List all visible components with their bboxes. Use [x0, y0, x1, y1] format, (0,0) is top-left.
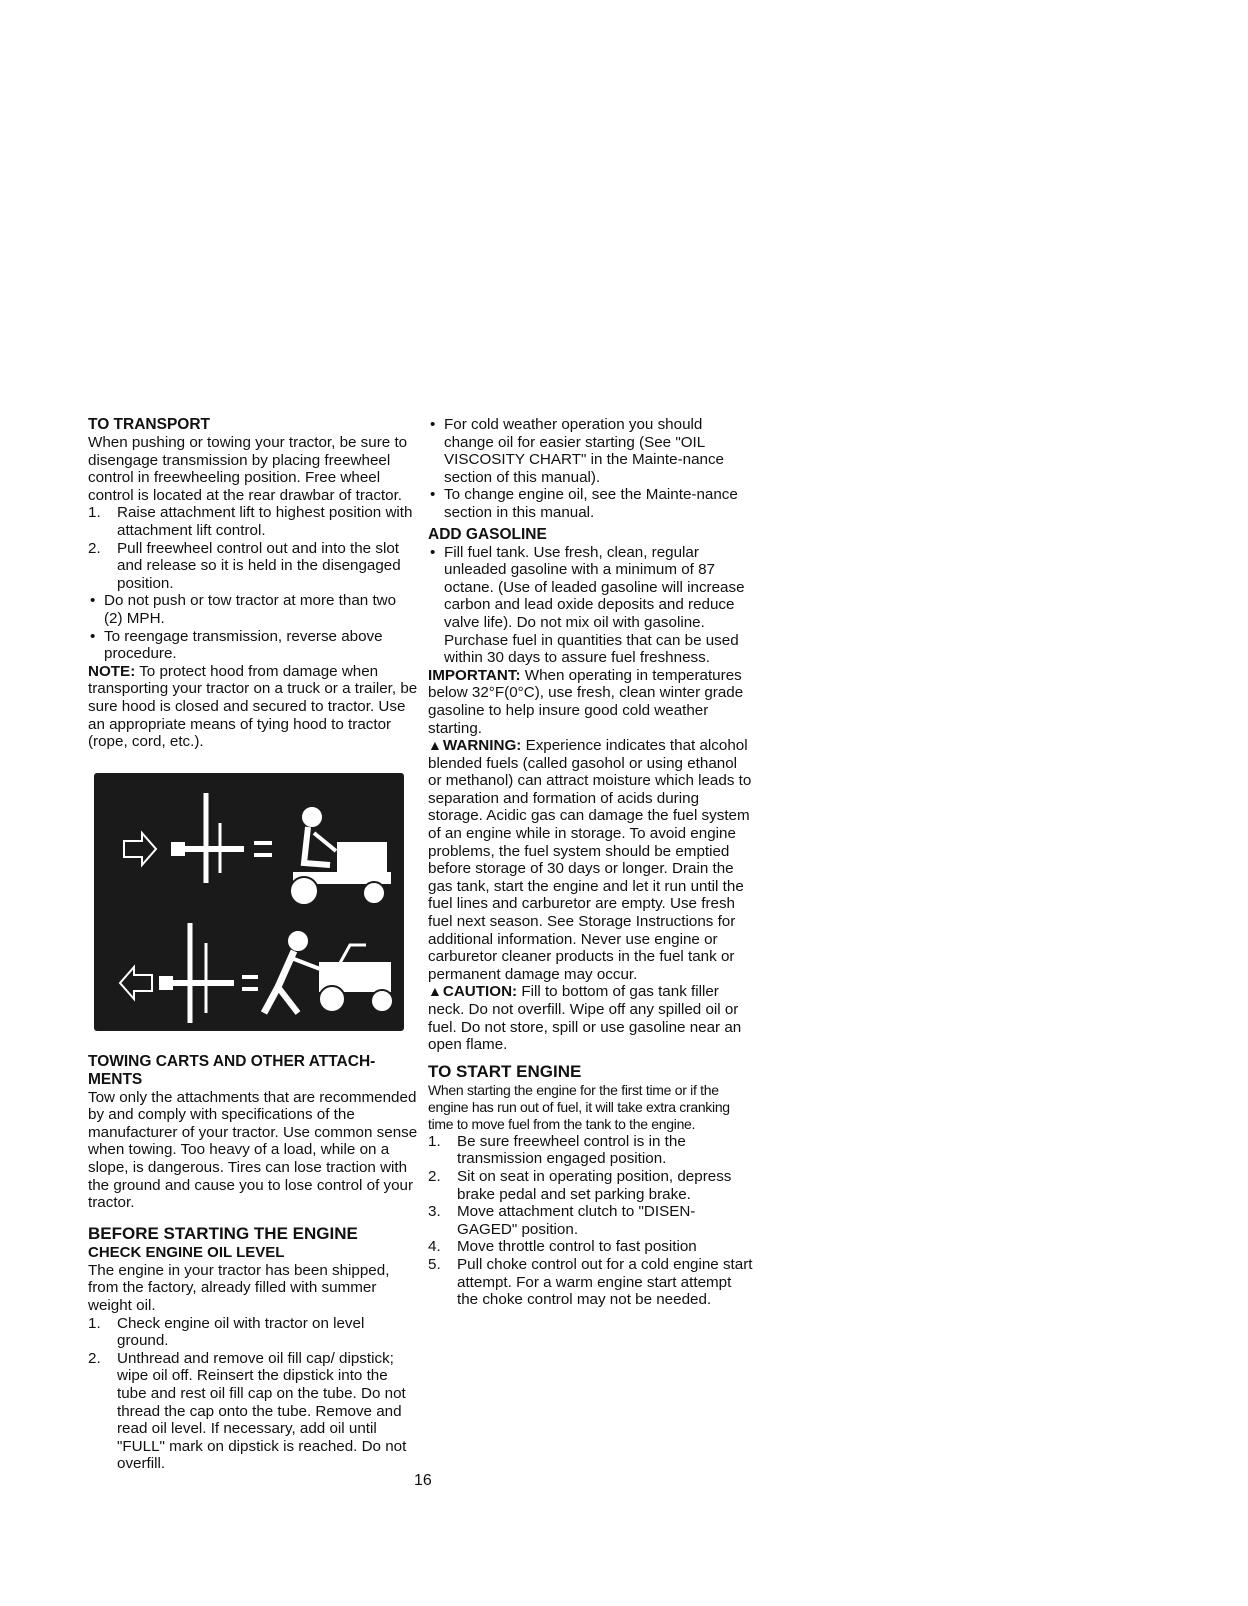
list-item: 1. Check engine oil with tractor on level ground. [88, 1314, 365, 1350]
transport-intro: When pushing or towing your tractor, be sure to disengage transmission by placing freewheel control in freewheeling position. Free wheel control is located at the rear drawbar of tractor. [88, 434, 408, 504]
left-column [88, 416, 418, 1473]
freewheel-illustration [94, 773, 404, 1031]
transport-steps [88, 504, 418, 592]
transport-heading: TO TRANSPORT [88, 416, 210, 433]
gasoline-bullets [428, 544, 754, 667]
important-note: IMPORTANT: When operating in temperatures below 32°F(0°C), use fresh, clean winter grade gasoline to help insure good cold weather starting. [428, 666, 744, 737]
list-item: • To reengage transmission, reverse above procedure. [90, 627, 383, 663]
list-item: 2. Pull freewheel control out and into the slot and release so it is held in the disengaged position. [88, 539, 401, 592]
list-item: 2. Unthread and remove oil fill cap/ dipstick; wipe oil off. Reinsert the dipstick into the tube and rest oil fill cap on the tube. Do not thread the cap onto the tube. Remove and read oil level. If necessary, add oil until "FULL" mark on dipstick is reached. Do not overfill. [88, 1349, 407, 1473]
towing-heading: TOWING CARTS AND OTHER ATTACH-MENTS [88, 1052, 376, 1088]
list-item: 2. Sit on seat in operating position, depress brake pedal and set parking brake. [428, 1167, 732, 1203]
start-engine-heading: TO START ENGINE [428, 1061, 582, 1081]
transport-bullets [88, 592, 418, 662]
caution-note: ▲CAUTION: Fill to bottom of gas tank filler neck. Do not overfill. Wipe off any spilled oil or fuel. Do not store, spill or use gasoline near an open flame. [428, 983, 742, 1054]
freewheel-engaged-ride-icon [124, 793, 390, 905]
list-item: • To change engine oil, see the Mainte-nance section in this manual. [430, 486, 738, 521]
before-starting-heading: BEFORE STARTING THE ENGINE [88, 1223, 358, 1243]
warning-note: ▲WARNING: Experience indicates that alcohol blended fuels (called gasohol or using ethanol or methanol) can attract moisture which leads to separation and formation of acids during storage. Acidic gas can damage the fuel system of an engine while in storage. To avoid engine problems, the fuel system should be emptied before storage of 30 days or longer. Drain the gas tank, start the engine and let it run until the fuel lines and carburetor are empty. Use fresh fuel next season. See Storage Instructions for additional information. Never use engine or carburetor cleaner products in the fuel tank or permanent damage may occur. [428, 737, 752, 983]
list-item: • For cold weather operation you should change oil for easier starting (See "OIL VISCOSITY CHART" in the Mainte-nance section of this manual). [430, 416, 725, 486]
start-steps [428, 1133, 754, 1309]
list-item: 1. Raise attachment lift to highest position with attachment lift control. [88, 504, 413, 539]
start-intro: When starting the engine for the first time or if the engine has run out of fuel, it will take extra cranking time to move fuel from the tank to the engine. [428, 1081, 730, 1132]
oil-intro: The engine in your tractor has been shipped, from the factory, already filled with summer weight oil. [88, 1261, 390, 1315]
list-item: 3. Move attachment clutch to "DISEN-GAGED" position. [428, 1203, 696, 1238]
check-oil-heading: CHECK ENGINE OIL LEVEL [88, 1243, 285, 1261]
oil-steps [88, 1315, 418, 1473]
transport-note: NOTE: To protect hood from damage when transporting your tractor on a truck or a trailer, be sure hood is closed and secured to tractor. Use an appropriate means of tying hood to tractor (rope, cord, etc.). [88, 662, 418, 751]
warning-triangle-icon: ▲ [428, 737, 442, 754]
oil-bullets [428, 416, 754, 522]
list-item: 4. Move throttle control to fast position [428, 1238, 697, 1256]
list-item: 1. Be sure freewheel control is in the transmission engaged position. [428, 1132, 686, 1168]
list-item: • Do not push or tow tractor at more than two (2) MPH. [90, 592, 397, 627]
right-column [428, 416, 754, 1309]
page-number: 16 [414, 1472, 432, 1489]
freewheel-disengaged-push-icon [120, 923, 393, 1023]
list-item: • Fill fuel tank. Use fresh, clean, regular unleaded gasoline with a minimum of 87 octane. (Use of leaded gasoline will increase carbon and lead oxide deposits and reduce valve life). Do not mix oil with gasoline. Purchase fuel in quantities that can be used within 30 days to assure fuel freshness. [430, 543, 745, 667]
warning-triangle-icon: ▲ [428, 983, 442, 1000]
towing-text: Tow only the attachments that are recommended by and comply with specifications of the manufacturer of your tractor. Use common sense when towing. Too heavy of a load, while on a slope, is dangerous. Tires can lose traction with the ground and cause you to lose control of your tractor. [88, 1088, 418, 1212]
add-gasoline-heading: ADD GASOLINE [428, 525, 547, 543]
list-item: 5. Pull choke control out for a cold engine start attempt. For a warm engine start attempt the choke control may not be needed. [428, 1255, 753, 1309]
